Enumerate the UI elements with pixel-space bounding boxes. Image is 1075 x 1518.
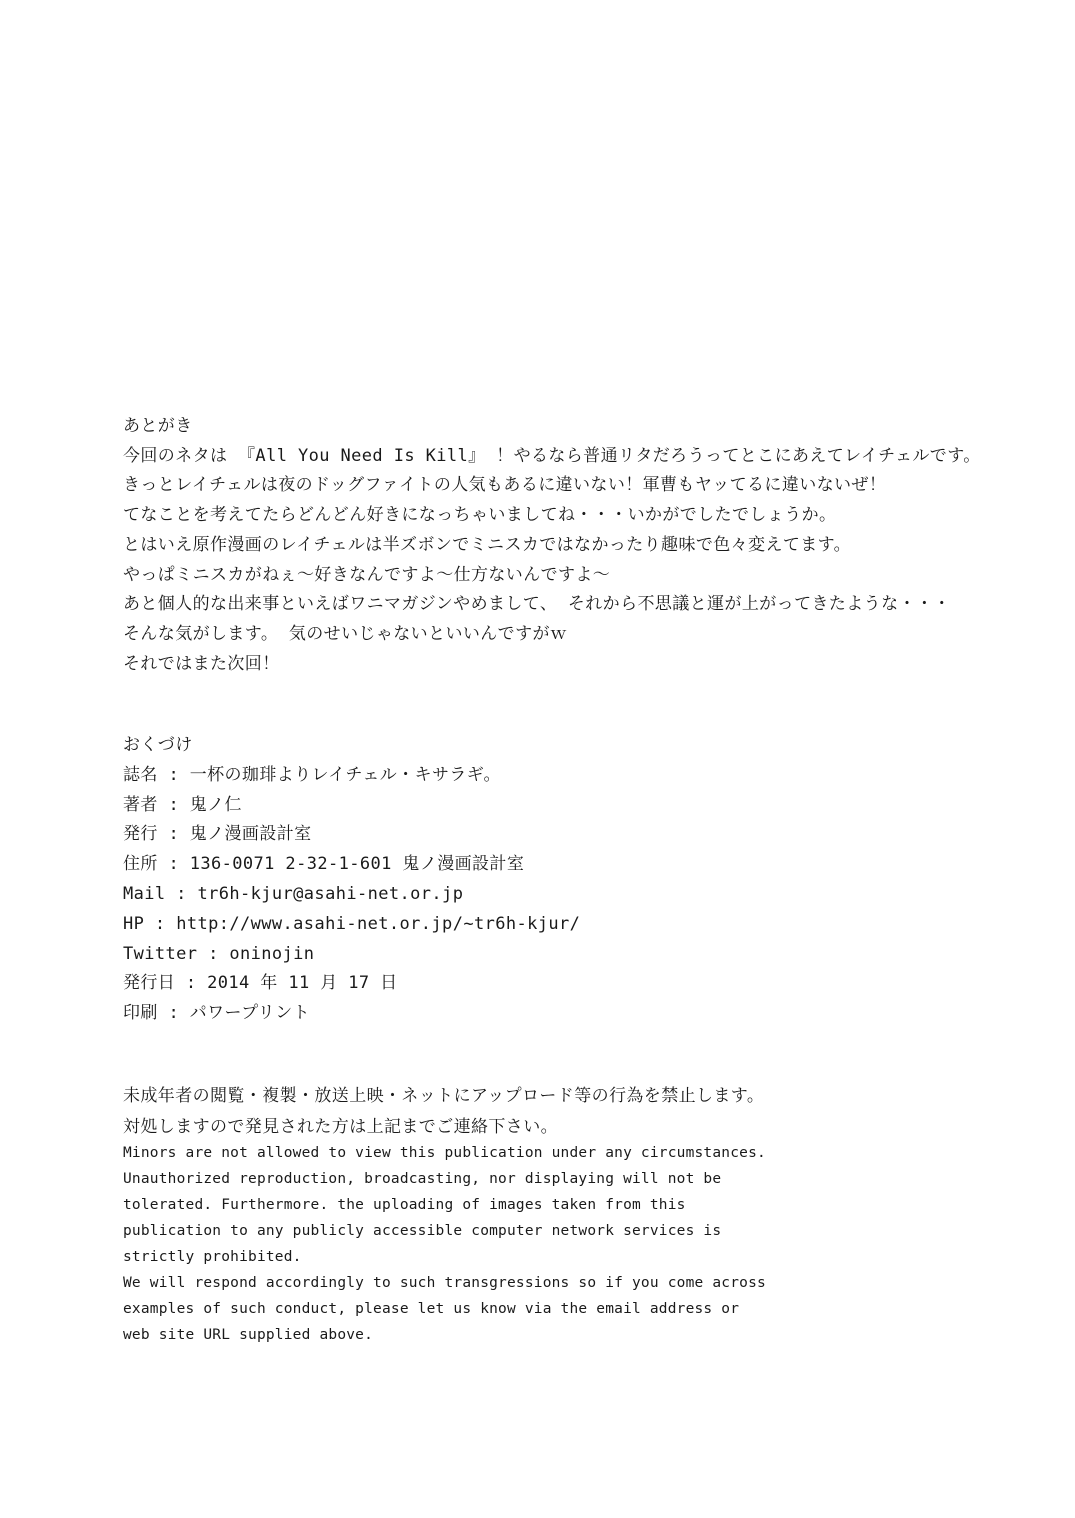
colophon-entry-publisher [123, 820, 1033, 850]
notice-en-line: tolerated. Furthermore. the uploading of images taken from this [123, 1197, 686, 1213]
colophon-separator: : [157, 794, 190, 815]
afterword-line: そんな気がします。 気のせいじゃないといいんですがｗ [123, 623, 568, 644]
notice-en-line: examples of such conduct, please let us know via the email address or [123, 1301, 740, 1317]
colophon-entry-address [123, 850, 1033, 880]
colophon-label: 発行 [123, 824, 158, 845]
afterword-section [123, 412, 1033, 679]
colophon-value: oninojin [229, 943, 315, 964]
colophon-value: tr6h-kjur@asahi-net.or.jp [197, 883, 464, 904]
afterword-line: あと個人的な出来事といえばワニマガジンやめまして、 それから不思議と運が上がってきたような・・・ [123, 594, 951, 615]
notice-en-line: publication to any publicly accessible computer network services is [123, 1223, 722, 1239]
colophon-entry-author [123, 791, 1033, 821]
colophon-label: 印刷 [123, 1003, 158, 1024]
notice-jp-section [123, 1081, 1033, 1142]
afterword-line: きっとレイチェルは夜のドッグファイトの人気もあるに違いない！軍曹もヤッてるに違いないぜ！ [123, 475, 887, 496]
colophon-value: 136-0071 2-32-1-601 鬼ノ漫画設計室 [189, 854, 525, 875]
afterword-line: やっぱミニスカがねぇ～好きなんですよ～仕方ないんですよ～ [123, 564, 611, 585]
colophon-section [123, 731, 1033, 1029]
colophon-value: 2014 年 11 月 17 日 [207, 973, 398, 994]
colophon-entry-homepage [123, 910, 1033, 940]
colophon-entry-mail [123, 880, 1033, 910]
afterword-line: それではまた次回！ [123, 653, 280, 674]
notice-en-line: We will respond accordingly to such transgressions so if you come across [123, 1275, 766, 1291]
afterword-line: 今回のネタは 『All You Need Is Kill』 ！やるなら普通リタだろうってとこにあえてレイチェルです。 [123, 445, 981, 466]
colophon-value: http://www.asahi-net.or.jp/~tr6h-kjur/ [176, 913, 581, 934]
colophon-label: Mail [123, 883, 166, 904]
colophon-value: 鬼ノ漫画設計室 [189, 824, 312, 845]
colophon-separator: : [157, 764, 190, 785]
colophon-separator: : [157, 854, 190, 875]
colophon-separator: : [144, 913, 177, 934]
colophon-entry-pubdate [123, 969, 1033, 999]
colophon-label: Twitter [123, 943, 198, 964]
colophon-value: パワープリント [189, 1003, 310, 1024]
colophon-entry-twitter [123, 940, 1033, 970]
notice-en-line: web site URL supplied above. [123, 1327, 374, 1343]
afterword-line: てなことを考えてたらどんどん好きになっちゃいましてね・・・いかがでしたでしょうか。 [123, 505, 837, 526]
notice-jp-line: 対処しますので発見された方は上記までご連絡下さい。 [123, 1116, 558, 1137]
colophon-value: 鬼ノ仁 [189, 794, 242, 815]
notice-en-line: Minors are not allowed to view this publication under any circumstances. [123, 1145, 766, 1161]
colophon-separator: : [157, 824, 190, 845]
colophon-separator: : [197, 943, 230, 964]
colophon-value: 一杯の珈琲よりレイチェル・キサラギ。 [189, 764, 501, 785]
colophon-label: 著者 [123, 794, 158, 815]
notice-jp-line: 未成年者の閲覧・複製・放送上映・ネットにアップロード等の行為を禁止します。 [123, 1086, 765, 1106]
colophon-label: 発行日 [123, 973, 176, 994]
notice-en-section [123, 1140, 1033, 1348]
colophon-separator: : [175, 973, 208, 994]
colophon-entry-printer [123, 999, 1033, 1029]
afterword-title: あとがき [123, 416, 193, 436]
colophon-separator: : [157, 1003, 190, 1024]
afterword-line: とはいえ原作漫画のレイチェルは半ズボンでミニスカではなかったり趣味で色々変えてます。 [123, 534, 852, 555]
notice-en-line: Unauthorized reproduction, broadcasting, nor displaying will not be [123, 1171, 722, 1187]
colophon-label: 住所 [123, 854, 158, 875]
colophon-separator: : [165, 883, 198, 904]
colophon-entry-title [123, 761, 1033, 791]
colophon-title: おくづけ [123, 735, 193, 755]
colophon-label: 誌名 [123, 764, 158, 785]
notice-en-line: strictly prohibited. [123, 1249, 302, 1265]
colophon-label: HP [123, 913, 145, 934]
